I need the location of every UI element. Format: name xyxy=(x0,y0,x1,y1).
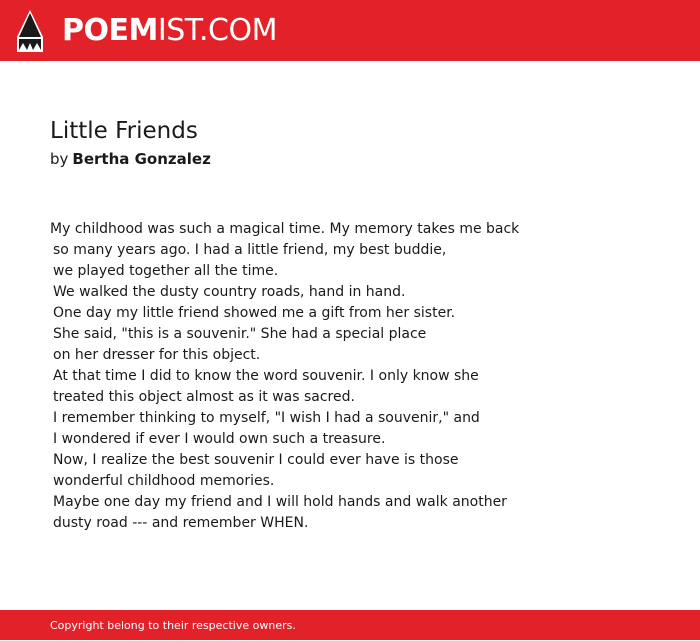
author-name: Bertha Gonzalez xyxy=(72,150,211,168)
site-footer xyxy=(0,610,700,640)
poem-line: Maybe one day my friend and I will hold hands and walk another xyxy=(53,494,507,510)
poem-line: treated this object almost as it was sacred. xyxy=(53,389,355,405)
poem-line: I remember thinking to myself, "I wish I had a souvenir," and xyxy=(53,410,480,426)
poem-line: I wondered if ever I would own such a treasure. xyxy=(53,431,386,447)
poem-line: we played together all the time. xyxy=(53,263,279,279)
logo-text-bold: POEM xyxy=(62,13,158,48)
copyright-text: Copyright belong to their respective owners. xyxy=(50,619,296,632)
poem-line: At that time I did to know the word souvenir. I only know she xyxy=(53,368,479,384)
byline xyxy=(50,148,211,170)
site-logo[interactable] xyxy=(62,11,277,51)
poem-body xyxy=(50,219,650,534)
poem-line: My childhood was such a magical time. My memory takes me back xyxy=(50,221,520,237)
site-header xyxy=(0,0,700,61)
poem-line: We walked the dusty country roads, hand in hand. xyxy=(53,284,406,300)
poem-line: She said, "this is a souvenir." She had a special place xyxy=(53,326,427,342)
poem-line: dusty road --- and remember WHEN. xyxy=(53,515,309,531)
by-label: by xyxy=(50,150,69,168)
poem-line: on her dresser for this object. xyxy=(53,347,261,363)
pencil-tip-icon[interactable] xyxy=(17,10,43,52)
poem-line: wonderful childhood memories. xyxy=(53,473,275,489)
poem-line: One day my little friend showed me a gift from her sister. xyxy=(53,305,456,321)
poem-title: Little Friends xyxy=(50,118,198,144)
poem-line: Now, I realize the best souvenir I could ever have is those xyxy=(53,452,459,468)
poem-line: so many years ago. I had a little friend, my best buddie, xyxy=(53,242,447,258)
logo-text-light: IST.COM xyxy=(157,13,277,48)
